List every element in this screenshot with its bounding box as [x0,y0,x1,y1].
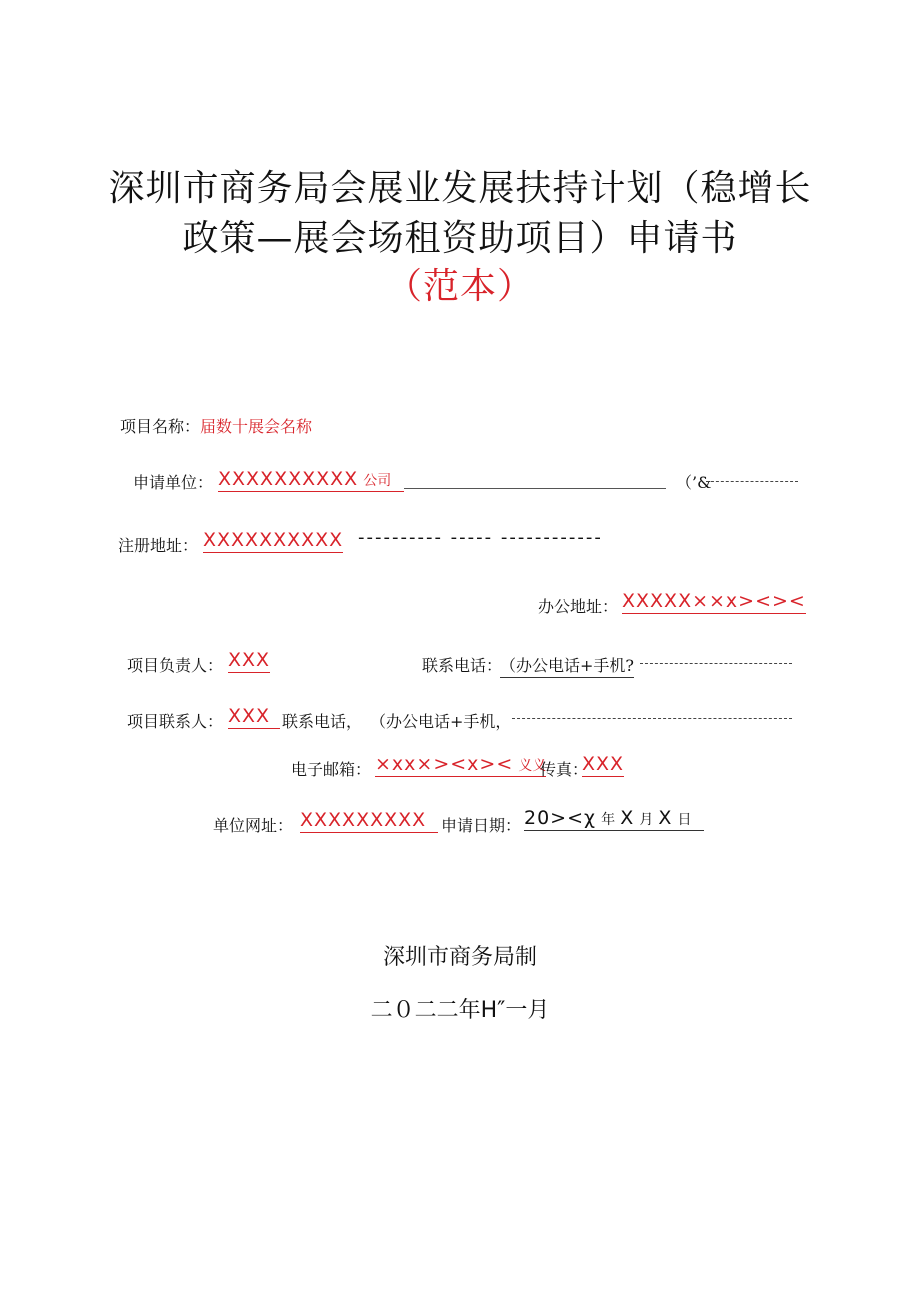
contact-value: XXX [228,705,271,727]
email-suffix: 义义 [518,758,547,774]
title-subtitle: （范本） [385,266,534,307]
date-month-unit: 月 [639,812,654,828]
website-value: XXXXXXXXX [300,809,427,831]
project-name-value[interactable]: 届数十展会名称 [200,417,313,436]
leader-phone-label: 联系电话： [422,656,503,675]
issue-date: 二０二二年H″一月 [370,998,550,1023]
date-field[interactable] [524,807,704,831]
contact-phone-label: 联系电话， [282,712,363,731]
date-day: X [658,807,673,829]
contact-field[interactable] [228,705,280,729]
website-field[interactable] [300,809,438,833]
fax-label: 传真： [540,760,589,779]
office-addr-label: 办公地址： [538,597,619,616]
date-month: X [620,807,635,829]
fax-field[interactable] [582,753,624,777]
leader-value: XXX [228,649,271,671]
title-line-2: 政策—展会场租资助项目）申请书 [182,218,738,259]
date-year: 20><χ [524,807,596,829]
applicant-suffix: 公司 [363,473,392,489]
leader-field[interactable] [228,649,270,673]
office-addr-field[interactable] [622,590,806,614]
reg-addr-dashes: ---------- ----- ------------ [358,527,603,548]
website-label: 单位网址： [213,816,294,835]
applicant-field[interactable] [218,468,404,492]
applicant-label: 申请单位： [133,473,214,492]
applicant-value: XXXXXXXXXX [218,468,359,490]
date-year-unit: 年 [601,812,616,828]
contact-phone-value[interactable]: （办公电话+手机， [370,712,512,731]
reg-addr-field[interactable] [203,529,343,553]
title-line-1: 深圳市商务局会展业发展扶持计划（稳增长 [108,168,812,209]
fax-value: XXX [582,753,625,775]
issuer: 深圳市商务局制 [382,945,537,970]
applicant-underline [404,488,666,489]
applicant-tail-dashes [706,481,798,482]
leader-phone-dashes [640,663,792,664]
date-day-unit: 日 [677,812,692,828]
contact-label: 项目联系人： [127,712,224,731]
email-value: ×xx×><x>< [375,753,514,775]
leader-phone-value[interactable]: （办公电话+手机? [500,653,634,678]
email-label: 电子邮箱： [291,760,372,779]
project-name-label: 项目名称： [120,417,201,436]
contact-phone-dashes [512,718,792,719]
email-field[interactable] [375,753,546,777]
reg-addr-label: 注册地址： [118,536,199,555]
applicant-tail: （’& [676,473,712,492]
reg-addr-value: XXXXXXXXXX [203,529,344,551]
date-label: 申请日期： [441,816,522,835]
project-name-row [120,414,312,437]
office-addr-value: XXXXX××x><>< [622,590,806,612]
leader-label: 项目负责人： [127,656,224,675]
